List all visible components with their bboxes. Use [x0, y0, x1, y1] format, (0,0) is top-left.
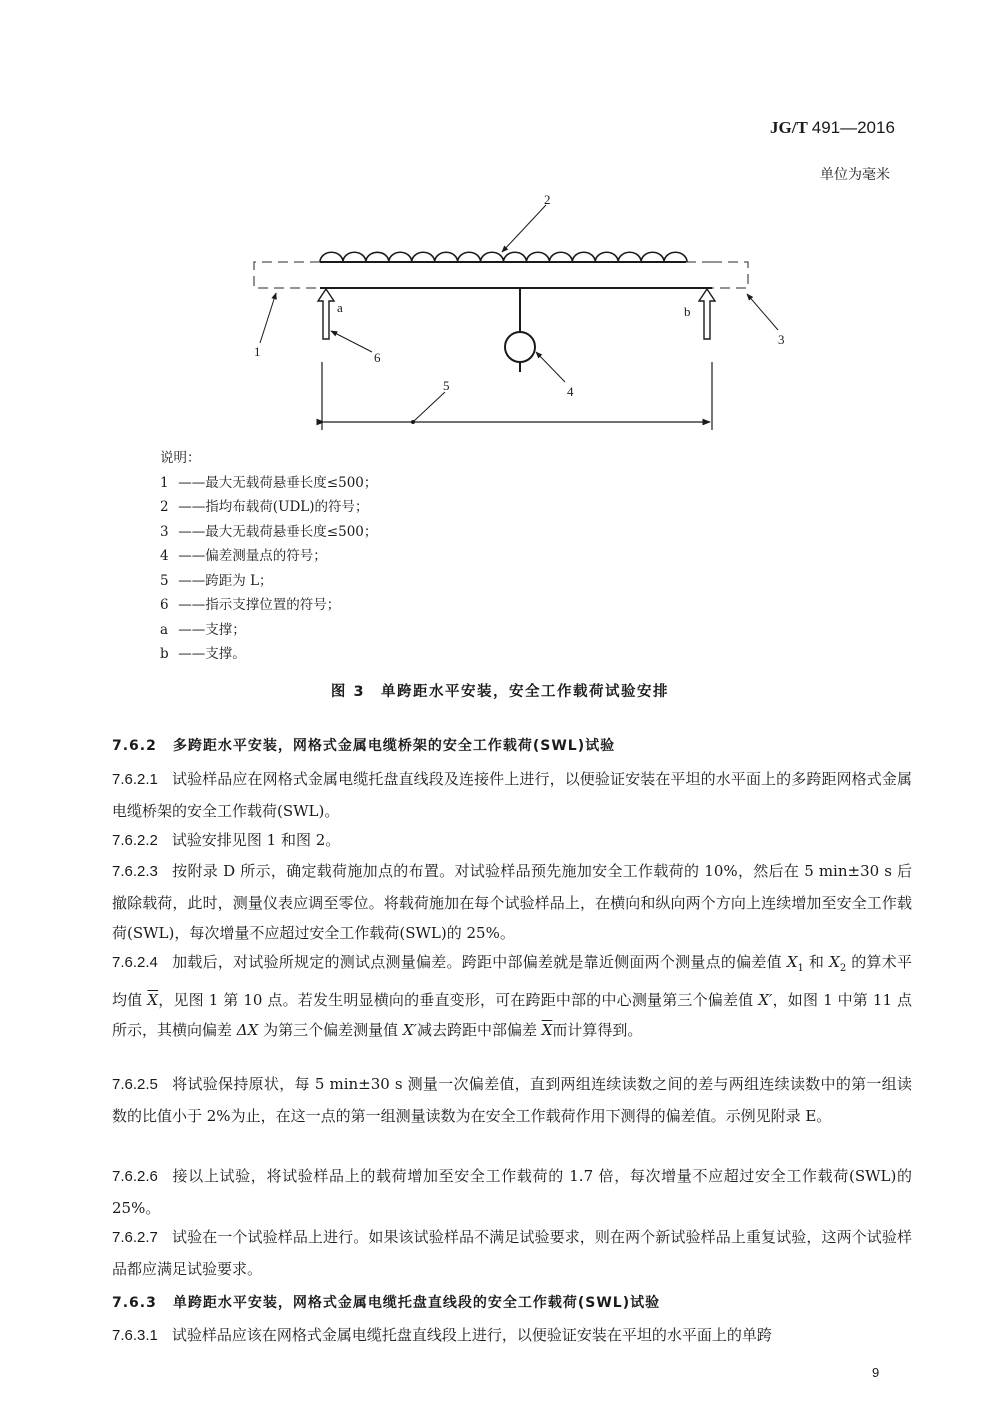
legend-title: 说明： [160, 450, 201, 466]
legend-item: 3 ——最大无载荷悬垂长度≤500； [160, 523, 378, 540]
udl-arc [343, 252, 366, 262]
udl-arc [458, 252, 481, 262]
leader-1 [260, 293, 276, 343]
paragraph-7-6-3-1: 7.6.3.1 试验样品应该在网格式金属电缆托盘直线段上进行，以便验证安装在平坦的水平面上的单跨 [112, 1326, 772, 1344]
legend-item: b ——支撑。 [160, 646, 246, 662]
overhang-left-outline [254, 262, 320, 288]
legend-item: 1 ——最大无载荷悬垂长度≤500； [160, 474, 378, 491]
callout-2: 2 [544, 192, 551, 207]
leader-4 [536, 352, 565, 382]
paragraph-7-6-2-5: 7.6.2.5 将试验保持原状，每 5 min±30 s 测量一次偏差值，直到两组连续读数之间的差与两组连续读数中的第一组读数的比值小于 2%为止，在这一点的第一组测量读数为在安全工作载荷作用下测得的偏差值。示例见附录 E。 [112, 1075, 912, 1125]
section-heading-7-6-3: 7.6.3 单跨距水平安装，网格式金属电缆托盘直线段的安全工作载荷(SWL)试验 [112, 1295, 661, 1311]
figure-3-diagram [0, 0, 1000, 460]
paragraph-7-6-2-1: 7.6.2.1 试验样品应在网格式金属电缆托盘直线段及连接件上进行，以便验证安装在平坦的水平面上的多跨距网格式金属电缆桥架的安全工作载荷(SWL)。 [112, 770, 912, 820]
udl-arc [572, 252, 595, 262]
udl-arc [412, 252, 435, 262]
legend-item: 4 ——偏差测量点的符号； [160, 548, 327, 564]
standard-code-prefix: JG/T [770, 118, 808, 137]
support-label-a: a [337, 300, 343, 315]
callout-5: 5 [443, 378, 450, 393]
leader-2 [502, 205, 546, 252]
legend-item: 5 ——跨距为 L； [160, 572, 273, 589]
legend-item: 6 ——指示支撑位置的符号； [160, 597, 341, 613]
udl-arc [366, 252, 389, 262]
paragraph-7-6-2-6: 7.6.2.6 接以上试验，将试验样品上的载荷增加至安全工作载荷的 1.7 倍，每次增量不应超过安全工作载荷(SWL)的 25%。 [112, 1167, 912, 1217]
figure-legend [160, 446, 377, 667]
leader-6 [331, 331, 372, 352]
callout-6: 6 [374, 350, 381, 365]
udl-load-symbol [320, 252, 687, 262]
callout-3: 3 [778, 332, 785, 347]
udl-arc [504, 252, 527, 262]
unit-note: 单位为毫米 [820, 167, 890, 183]
page-number: 9 [872, 1365, 880, 1380]
callout-4: 4 [567, 384, 574, 399]
support-label-b: b [684, 304, 691, 319]
legend-item: a ——支撑； [160, 621, 246, 638]
callout-1: 1 [254, 344, 261, 359]
paragraph-7-6-2-4: 7.6.2.4 加载后，对试验所规定的测试点测量偏差。跨距中部偏差就是靠近侧面两个测量点的偏差值 $X_1$ 和 $X_2$ 的算术平均值 $\overline{X}$，见图 1 第 10 点。若发生明显横向的垂直变形，可在跨距中部的中心测量第三个偏差值 X′，如图 1 中第 11 点所示，其横向偏差 ΔX 为第三个偏差测量值 X′减去跨距中部偏差 $\overline{X}$而计算得到。 [112, 953, 912, 1039]
section-heading-7-6-2: 7.6.2 多跨距水平安装，网格式金属电缆桥架的安全工作载荷(SWL)试验 [112, 738, 616, 754]
udl-arc [320, 252, 343, 262]
udl-arc [526, 252, 549, 262]
overhang-right-outline [712, 262, 748, 288]
udl-arc [435, 252, 458, 262]
udl-arc [664, 252, 687, 262]
udl-arc [389, 252, 412, 262]
legend-item: 2 ——指均布载荷(UDL)的符号； [160, 499, 369, 515]
paragraph-7-6-2-3: 7.6.2.3 按附录 D 所示，确定载荷施加点的布置。对试验样品预先施加安全工作载荷的 10%，然后在 5 min±30 s 后撤除载荷，此时，测量仪表应调至零位。将载荷施加在每个试验样品上，在横向和纵向两个方向上连续增加至安全工作载荷(SWL)，每次增量不应超过安全工作载荷(SWL)的 25%。 [112, 862, 912, 942]
paragraph-7-6-2-7: 7.6.2.7 试验在一个试验样品上进行。如果该试验样品不满足试验要求，则在两个新试验样品上重复试验，这两个试验样品都应满足试验要求。 [112, 1228, 912, 1278]
paragraph-7-6-2-2: 7.6.2.2 试验安排见图 1 和图 2。 [112, 831, 341, 849]
leader-5 [414, 392, 445, 421]
udl-arc [549, 252, 572, 262]
figure-caption: 图 3 单跨距水平安装，安全工作载荷试验安排 [330, 684, 670, 700]
deflection-gauge-icon [505, 332, 535, 362]
standard-code-number: 491—2016 [811, 118, 895, 137]
support-arrow-b [699, 289, 715, 339]
udl-arc [641, 252, 664, 262]
udl-arc [618, 252, 641, 262]
udl-arc [481, 252, 504, 262]
udl-arc [595, 252, 618, 262]
leader-3 [747, 294, 778, 330]
